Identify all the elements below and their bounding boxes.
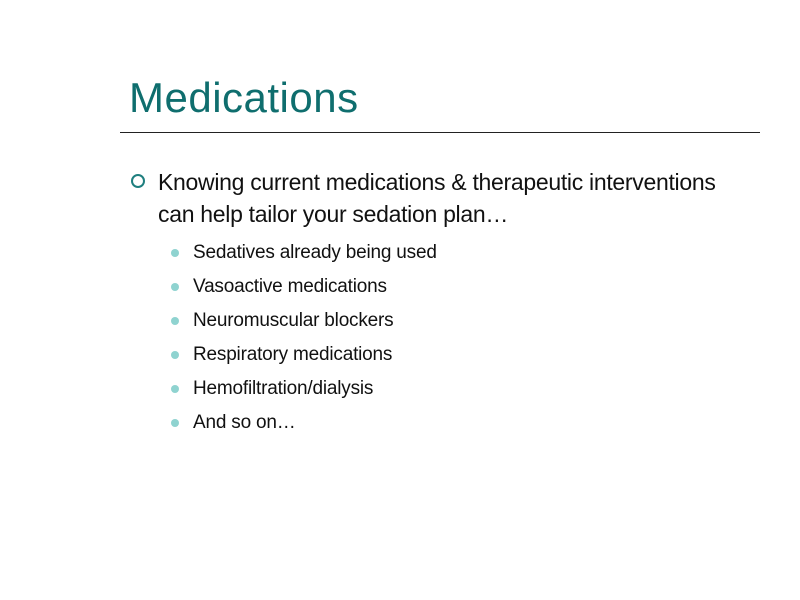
main-bullet-text: Knowing current medications & therapeutic interventions can help tailor your sedation plan… <box>158 169 716 227</box>
sub-bullet-item <box>164 304 749 338</box>
filled-dot-icon <box>171 385 179 393</box>
filled-dot-icon <box>171 283 179 291</box>
sub-bullet-item <box>164 236 749 270</box>
sub-bullet-text: Respiratory medications <box>193 344 393 365</box>
sub-bullet-text: Neuromuscular blockers <box>193 310 394 331</box>
filled-dot-icon <box>171 419 179 427</box>
main-bullet <box>129 166 749 230</box>
filled-dot-icon <box>171 351 179 359</box>
slide-body <box>129 166 749 440</box>
hollow-circle-icon <box>131 174 145 188</box>
sub-bullet-text: Vasoactive medications <box>193 276 387 297</box>
sub-bullet-item <box>164 406 749 440</box>
sub-bullet-text: Sedatives already being used <box>193 242 437 263</box>
filled-dot-icon <box>171 317 179 325</box>
sub-bullet-text: And so on… <box>193 412 296 433</box>
title-divider <box>120 132 760 133</box>
sub-bullet-item <box>164 338 749 372</box>
slide-title: Medications <box>129 74 359 121</box>
filled-dot-icon <box>171 249 179 257</box>
sub-bullet-list <box>129 236 749 440</box>
sub-bullet-text: Hemofiltration/dialysis <box>193 378 374 399</box>
sub-bullet-item <box>164 372 749 406</box>
sub-bullet-item <box>164 270 749 304</box>
